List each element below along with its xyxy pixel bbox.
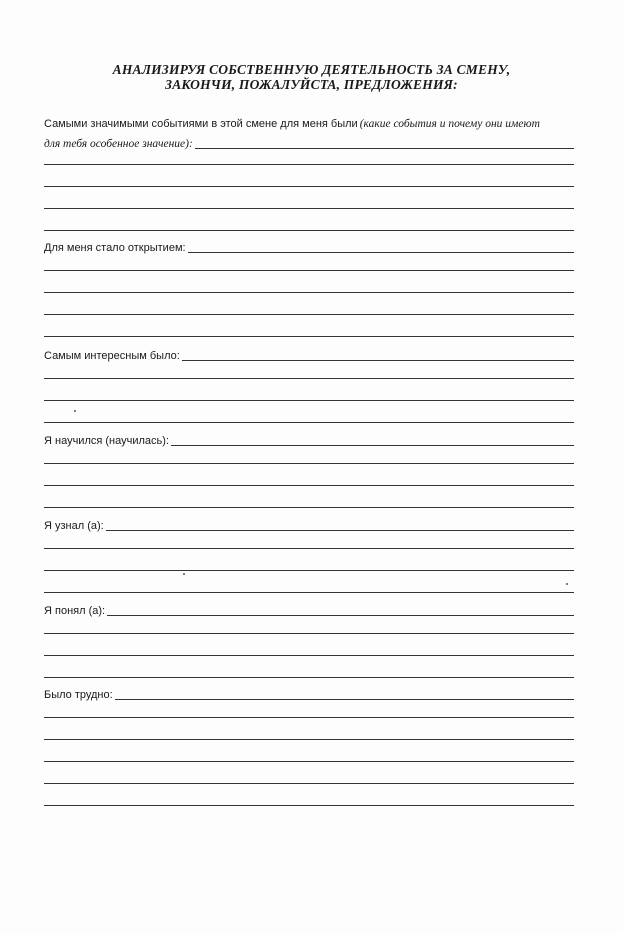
scan-speck xyxy=(183,573,185,575)
prompt-hint-cont: для тебя особенное значение): xyxy=(44,138,193,150)
prompt-hint: (какие события и почему они имеют xyxy=(359,118,540,130)
prompt-label: Я научился (научилась): xyxy=(44,435,169,447)
page-title-line-1: АНАЛИЗИРУЯ СОБСТВЕННУЮ ДЕЯТЕЛЬНОСТЬ ЗА СМЕНУ, xyxy=(112,62,511,77)
answer-line[interactable] xyxy=(44,548,574,549)
answer-line[interactable] xyxy=(115,689,574,700)
answer-line[interactable] xyxy=(44,677,574,678)
answer-line[interactable] xyxy=(44,422,574,423)
answer-line[interactable] xyxy=(44,400,574,401)
answer-line[interactable] xyxy=(44,507,574,508)
prompt-significant-events-cont xyxy=(44,136,574,152)
answer-line[interactable] xyxy=(44,314,574,315)
answer-line[interactable] xyxy=(44,805,574,806)
prompt-discovery xyxy=(44,240,574,256)
answer-line[interactable] xyxy=(44,208,574,209)
page-title-line-2: ЗАКОНЧИ, ПОЖАЛУЙСТА, ПРЕДЛОЖЕНИЯ: xyxy=(165,77,458,92)
answer-line[interactable] xyxy=(44,230,574,231)
answer-line[interactable] xyxy=(107,605,574,616)
prompt-most-interesting xyxy=(44,348,574,364)
answer-line[interactable] xyxy=(44,633,574,634)
answer-line[interactable] xyxy=(44,186,574,187)
answer-line[interactable] xyxy=(44,270,574,271)
section-discovery xyxy=(44,240,574,256)
prompt-understood xyxy=(44,603,574,619)
answer-line[interactable] xyxy=(44,485,574,486)
scan-speck xyxy=(74,410,76,412)
prompt-label: Для меня стало открытием: xyxy=(44,242,186,254)
answer-line[interactable] xyxy=(106,520,574,531)
answer-line[interactable] xyxy=(44,783,574,784)
prompt-learned-fact xyxy=(44,518,574,534)
answer-line[interactable] xyxy=(44,592,574,593)
answer-line[interactable] xyxy=(195,138,574,149)
answer-line[interactable] xyxy=(44,655,574,656)
section-most-interesting xyxy=(44,348,574,364)
scan-speck xyxy=(566,583,568,585)
prompt-label: Самыми значимыми событиями в этой смене для меня были xyxy=(44,118,358,130)
prompt-label: Я понял (а): xyxy=(44,605,106,617)
answer-line[interactable] xyxy=(44,739,574,740)
answer-line[interactable] xyxy=(44,570,574,571)
answer-line[interactable] xyxy=(44,292,574,293)
prompt-learned-skill xyxy=(44,433,574,449)
answer-line[interactable] xyxy=(44,164,574,165)
section-learned-fact xyxy=(44,518,574,534)
section-significant-events xyxy=(44,116,574,152)
answer-line[interactable] xyxy=(44,761,574,762)
prompt-label: Я узнал (а): xyxy=(44,520,104,532)
prompt-label: Самым интересным было: xyxy=(44,350,180,362)
answer-line[interactable] xyxy=(44,378,574,379)
answer-line[interactable] xyxy=(188,242,574,253)
prompt-label: Было трудно: xyxy=(44,689,113,701)
section-difficult xyxy=(44,687,574,703)
prompt-significant-events xyxy=(44,116,574,132)
prompt-difficult xyxy=(44,687,574,703)
section-understood xyxy=(44,603,574,619)
answer-line[interactable] xyxy=(44,717,574,718)
answer-line[interactable] xyxy=(44,463,574,464)
answer-line[interactable] xyxy=(182,350,574,361)
section-learned-skill xyxy=(44,433,574,449)
answer-line[interactable] xyxy=(44,336,574,337)
answer-line[interactable] xyxy=(171,435,574,446)
